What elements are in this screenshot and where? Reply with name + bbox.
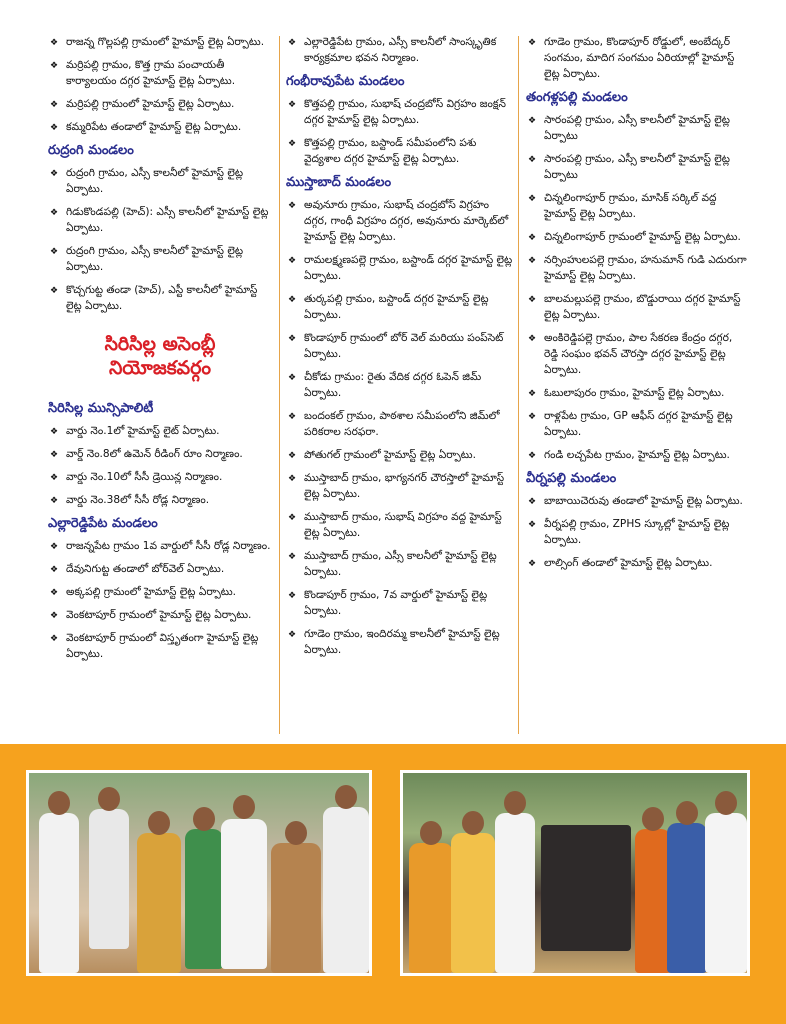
bullet-icon: ❖ [50,427,59,437]
photo-ceremony-left [26,770,372,976]
list-item [286,34,514,66]
list-item-text: వార్డు నెం.10లో సీసీ డ్రెయిన్ల నిర్మాణం. [66,471,223,483]
column-divider [279,36,280,734]
person-head [676,801,698,825]
bullet-icon: ❖ [528,233,537,243]
bullet-icon: ❖ [288,295,297,305]
section-heading-yellareddypet: ఎల్లారెడ్డిపేట మండలం [48,516,158,531]
bullet-icon: ❖ [288,373,297,383]
person-figure [323,807,369,973]
list-item-text: రామలక్ష్మణపల్లె గ్రామం, బస్టాండ్ దగ్గర హైమాస్ట్ లైట్ల ఏర్పాటు. [304,254,513,282]
bullet-icon: ❖ [528,497,537,507]
bullet-icon: ❖ [528,451,537,461]
list-item [286,470,514,502]
section-heading-veerlapalli: వీర్నపల్లి మండలం [526,471,617,486]
photo-inauguration-right [400,770,750,976]
list-item [48,446,272,462]
person-head [504,791,526,815]
list-item [48,538,272,554]
list-item [526,408,748,440]
person-head [285,821,307,845]
list-item [286,509,514,541]
person-head [420,821,442,845]
person-figure [137,833,181,973]
bullet-icon: ❖ [50,123,59,133]
bullet-icon: ❖ [288,201,297,211]
list-item [526,555,748,571]
person-figure [185,829,223,969]
bullet-icon: ❖ [50,100,59,110]
foundation-plaque [541,825,631,951]
bullet-icon: ❖ [528,559,537,569]
list-item-text: గండి లచ్చపేట గ్రామం, హైమాస్ట్ లైట్ల ఏర్పాటు. [544,449,730,461]
bullet-icon: ❖ [50,38,59,48]
bullet-icon: ❖ [50,61,59,71]
constituency-banner [48,332,272,380]
bullet-icon: ❖ [50,208,59,218]
list-item-text: ఎల్లారెడ్డిపేట గ్రామం, ఎస్సీ కాలనీలో సాంస్కృతిక కార్యక్రమాల భవన నిర్మాణం. [304,36,497,64]
person-head [193,807,215,831]
list-item [286,96,514,128]
list-item-text: సారంపల్లి గ్రామం, ఎస్సీ కాలనీలో హైమాస్ట్ లైట్ల ఏర్పాటు [544,153,730,181]
bullet-icon: ❖ [50,634,59,644]
section-heading-rudrangi: రుద్రంగి మండలం [48,143,134,158]
list-item-text: వీర్నపల్లి గ్రామం, ZPHS స్కూల్లో హైమాస్ట్ లైట్ల ఏర్పాటు. [544,518,730,546]
bullet-icon: ❖ [50,450,59,460]
list-group [48,165,272,314]
list-item [48,561,272,577]
banner-line-2: నియోజకవర్గం [108,357,212,379]
column-1 [48,34,272,669]
bullet-icon: ❖ [528,116,537,126]
list-item [526,229,748,245]
list-item [48,584,272,600]
list-group [48,423,272,508]
list-item [48,204,272,236]
person-figure [451,833,495,973]
list-item-text: రాళ్లపేట గ్రామం, GP ఆఫీస్ దగ్గర హైమాస్ట్ లైట్ల ఏర్పాటు. [544,410,733,438]
section-heading-mustabad: ముస్తాబాద్ మండలం [286,175,392,190]
list-item [526,385,748,401]
list-group [48,538,272,662]
list-item [526,447,748,463]
bullet-icon: ❖ [528,520,537,530]
list-item-text: అక్కపల్లి గ్రామంలో హైమాస్ట్ లైట్ల ఏర్పాటు. [66,586,236,598]
list-item [286,408,514,440]
list-item [286,587,514,619]
list-item-text: అవునూరు గ్రామం, సుభాష్ చంద్రబోస్ విగ్రహం దగ్గర, గాంధీ విగ్రహం దగ్గర, అవునూరు మార్కెట్‌లో హైమాస్ట్ లైట్ల ఏర్పాటు. [304,199,509,243]
banner-line-1: సిరిసిల్ల అసెంబ్లీ [104,333,216,355]
list-item-text: సారంపల్లి గ్రామం, ఎస్సీ కాలనీలో హైమాస్ట్ లైట్ల ఏర్పాటు [544,114,730,142]
list-item-text: దేవునిగుట్ట తండాలో బోర్‌వెల్ ఏర్పాటు. [66,563,225,575]
list-item-text: రాజన్నపేట గ్రామం 1వ వార్డులో సీసీ రోడ్ల నిర్మాణం. [66,540,271,552]
bullet-icon: ❖ [288,630,297,640]
bullet-icon: ❖ [528,412,537,422]
column-divider [518,36,519,734]
bullet-icon: ❖ [288,552,297,562]
list-item-text: చిన్నలింగాపూర్ గ్రామంలో హైమాస్ట్ లైట్ల ఏర్పాటు. [544,231,741,243]
person-figure [221,819,267,969]
bullet-icon: ❖ [50,496,59,506]
list-group [526,34,748,82]
list-item [526,190,748,222]
list-item-text: కొత్తపల్లి గ్రామం, బస్టాండ్ సమీపంలోని పశు వైద్యశాల దగ్గర హైమాస్ట్ లైట్ల ఏర్పాటు. [304,137,477,165]
list-item [526,516,748,548]
person-figure [39,813,79,973]
person-figure [89,809,129,949]
bullet-icon: ❖ [288,591,297,601]
person-head [48,791,70,815]
list-item-text: కొచ్చగుట్ట తండా (హెచ్), ఎస్టీ కాలనీలో హైమాస్ట్ లైట్ల ఏర్పాటు. [66,284,258,312]
list-item-text: రుద్రంగి గ్రామం, ఎస్సీ కాలనీలో హైమాస్ట్ లైట్ల ఏర్పాటు. [66,245,244,273]
person-head [462,811,484,835]
bullet-icon: ❖ [50,247,59,257]
bullet-icon: ❖ [528,155,537,165]
list-item-text: చీకోడు గ్రామం: రైతు వేదిక దగ్గర ఓపెన్ జిమ్ ఏర్పాటు. [304,371,482,399]
list-item-text: బాబాయిచెరువు తండాలో హైమాస్ట్ లైట్ల ఏర్పాటు. [544,495,743,507]
bullet-icon: ❖ [50,542,59,552]
list-item-text: తుర్కపల్లి గ్రామం, బస్టాండ్ దగ్గర హైమాస్ట్ లైట్ల ఏర్పాటు. [304,293,489,321]
list-item-text: ముస్తాబాద్ గ్రామం, సుభాష్ విగ్రహం వద్ద హైమాస్ట్ లైట్ల ఏర్పాటు. [304,511,502,539]
list-item-text: మర్రిపల్లి గ్రామం, కొత్త గ్రామ పంచాయతీ కార్యాలయం దగ్గర హైమాస్ట్ లైట్ల ఏర్పాటు. [66,59,236,87]
list-item [48,469,272,485]
list-item [526,330,748,378]
list-item-text: కొత్తపల్లి గ్రామం, సుభాష్ చంద్రబోస్ విగ్రహం జంక్షన్ దగ్గర హైమాస్ట్ లైట్ల ఏర్పాటు. [304,98,506,126]
list-item [48,34,272,50]
list-item-text: బందంకల్ గ్రామం, పాఠశాల సమీపంలోని జిమ్‌లో పరికరాల సరఫరా. [304,410,500,438]
list-item-text: వార్డ్ నెం.8లో ఉమెన్ రీడింగ్ రూం నిర్మాణం. [66,448,243,460]
bullet-icon: ❖ [50,565,59,575]
list-item-text: వార్డు నెం.38లో సీసీ రోడ్ల నిర్మాణం. [66,494,210,506]
list-item [286,291,514,323]
person-figure [409,843,453,973]
bullet-icon: ❖ [528,194,537,204]
list-item-text: ముస్తాబాద్ గ్రామం, ఎస్సీ కాలనీలో హైమాస్ట్ లైట్ల ఏర్పాటు. [304,550,497,578]
list-group [526,493,748,571]
person-figure [635,829,671,973]
list-item-text: వెంకటాపూర్ గ్రామంలో హైమాస్ట్ లైట్ల ఏర్పాటు. [66,609,252,621]
list-item [48,423,272,439]
person-head [233,795,255,819]
list-item [286,626,514,658]
list-item [286,548,514,580]
list-item-text: లాల్సింగ్ తండాలో హైమాస్ట్ లైట్ల ఏర్పాటు. [544,557,713,569]
list-item-text: గూడెం గ్రామం, కొండాపూర్ రోడ్డులో, అంబేద్కర్ సంగమం, మాదిగ సంగమం ఏరియాల్లో హైమాస్ట్ లైట్ల ఏర్పాటు. [544,36,735,80]
list-item-text: కమ్మరిపేట తండాలో హైమాస్ట్ లైట్ల ఏర్పాటు. [66,121,242,133]
person-figure [271,843,321,973]
person-figure [705,813,747,973]
list-item [48,96,272,112]
list-item [48,57,272,89]
bullet-icon: ❖ [528,256,537,266]
section-heading-thangallapalli: తంగళ్లపల్లి మండలం [526,90,628,105]
person-head [335,785,357,809]
list-item-text: కొండాపూర్ గ్రామంలో బోర్ వెల్ మరియు పంప్‌సెట్ ఏర్పాటు. [304,332,504,360]
bullet-icon: ❖ [50,286,59,296]
list-item [286,447,514,463]
bullet-icon: ❖ [50,169,59,179]
list-item-text: వార్డు నెం.1లో హైమాస్ట్ లైట్ ఏర్పాటు. [66,425,220,437]
list-item-text: గూడెం గ్రామం, ఇందిరమ్మ కాలనీలో హైమాస్ట్ లైట్ల ఏర్పాటు. [304,628,500,656]
list-item-text: నర్సింహులపల్లె గ్రామం, హనుమాన్ గుడి ఎదురుగా హైమాస్ట్ లైట్ల ఏర్పాటు. [544,254,747,282]
list-item [48,607,272,623]
list-item [286,252,514,284]
bullet-icon: ❖ [528,295,537,305]
list-item-text: గిడుకొండపల్లి (హెచ్): ఎస్సీ కాలనీలో హైమాస్ట్ లైట్ల ఏర్పాటు. [66,206,269,234]
section-heading-gambhiraopet: గంభీరావుపేట మండలం [286,74,405,89]
bullet-icon: ❖ [288,513,297,523]
list-item-text: కొండాపూర్ గ్రామం, 7వ వార్డులో హైమాస్ట్ లైట్ల ఏర్పాటు. [304,589,488,617]
list-item [526,291,748,323]
list-item [48,282,272,314]
person-head [148,811,170,835]
list-item-text: ఓబులాపురం గ్రామం, హైమాస్ట్ లైట్ల ఏర్పాటు. [544,387,725,399]
list-item-text: పోతుగల్ గ్రామంలో హైమాస్ట్ లైట్ల ఏర్పాటు. [304,449,476,461]
list-item [286,330,514,362]
bullet-icon: ❖ [288,334,297,344]
bullet-icon: ❖ [288,256,297,266]
list-group [286,96,514,167]
list-item [48,243,272,275]
person-head [715,791,737,815]
list-item-text: రాజన్న గొల్లపల్లి గ్రామంలో హైమాస్ట్ లైట్ల ఏర్పాటు. [66,36,265,48]
person-figure [667,823,707,973]
bullet-icon: ❖ [288,474,297,484]
list-item [526,151,748,183]
bullet-icon: ❖ [50,588,59,598]
bullet-icon: ❖ [50,611,59,621]
bullet-icon: ❖ [288,412,297,422]
person-figure [495,813,535,973]
column-2 [286,34,514,665]
bullet-icon: ❖ [528,38,537,48]
bullet-icon: ❖ [288,451,297,461]
list-item [48,165,272,197]
list-group [48,34,272,135]
list-item [286,197,514,245]
list-item-text: ముస్తాబాద్ గ్రామం, భాగ్యనగర్ చౌరస్తాలో హైమాస్ట్ లైట్ల ఏర్పాటు. [304,472,505,500]
list-item-text: మర్రిపల్లి గ్రామంలో హైమాస్ట్ లైట్ల ఏర్పాటు. [66,98,235,110]
list-item-text: వెంకటాపూర్ గ్రామంలో విస్తృతంగా హైమాస్ట్ లైట్ల ఏర్పాటు. [66,632,259,660]
list-item [526,252,748,284]
list-item [286,369,514,401]
bullet-icon: ❖ [50,473,59,483]
bullet-icon: ❖ [528,334,537,344]
bullet-icon: ❖ [288,38,297,48]
column-3 [526,34,748,578]
list-item [286,135,514,167]
list-group [286,197,514,658]
list-group [286,34,514,66]
list-item [48,492,272,508]
bullet-icon: ❖ [528,389,537,399]
list-item [526,34,748,82]
list-item-text: చిన్నలింగాపూర్ గ్రామం, మాసిక్ సర్కిల్ వద్ద హైమాస్ట్ లైట్ల ఏర్పాటు. [544,192,717,220]
list-item [48,119,272,135]
section-heading-municipality: సిరిసిల్ల మున్సిపాలిటీ [48,401,154,416]
list-item [526,112,748,144]
list-item [48,630,272,662]
list-group [526,112,748,463]
bullet-icon: ❖ [288,139,297,149]
list-item [526,493,748,509]
list-item-text: అంకిరెడ్డిపల్లె గ్రామం, పాల సేకరణ కేంద్రం దగ్గర, రెడ్డి సంఘం భవన్ చౌరస్తా దగ్గర హైమాస్ట్ లైట్ల ఏర్పాటు. [544,332,733,376]
list-item-text: బాలమల్లుపల్లె గ్రామం, బొడ్డురాయి దగ్గర హైమాస్ట్ లైట్ల ఏర్పాటు. [544,293,741,321]
person-head [642,807,664,831]
person-head [98,787,120,811]
bullet-icon: ❖ [288,100,297,110]
list-item-text: రుద్రంగి గ్రామం, ఎస్సీ కాలనీలో హైమాస్ట్ లైట్ల ఏర్పాటు. [66,167,244,195]
